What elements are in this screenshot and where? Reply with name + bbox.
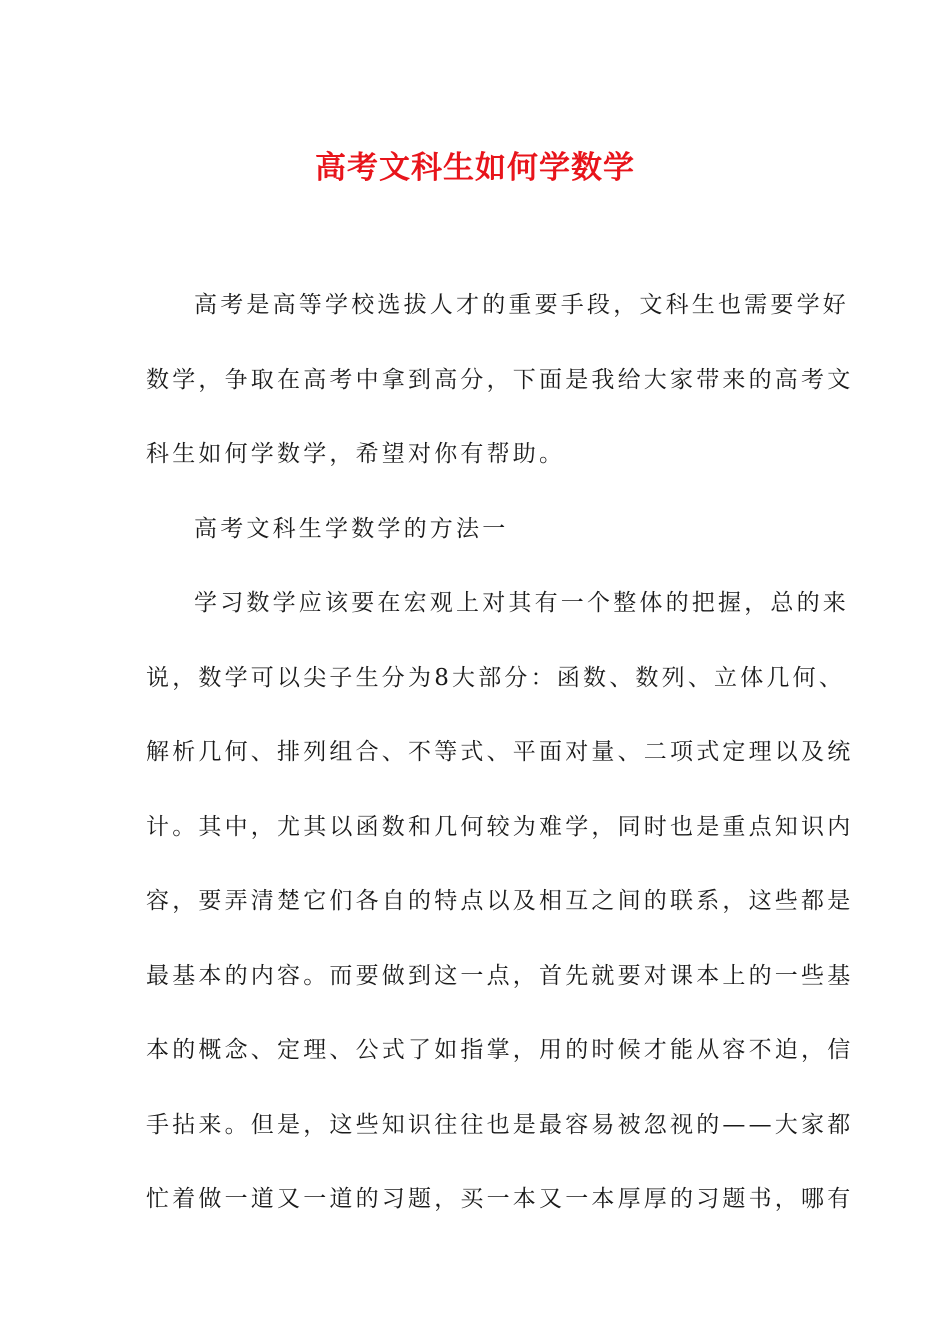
paragraph-method-one: [146, 566, 854, 1237]
paragraph-intro: [146, 268, 854, 492]
text-line: 容，要弄清楚它们各自的特点以及相互之间的联系，这些都是: [146, 888, 854, 914]
document-body: [146, 268, 854, 1237]
paragraph-section-heading: [146, 492, 794, 567]
page-title: 高考文科生如何学数学: [315, 150, 635, 186]
text-line: 本的概念、定理、公式了如指掌，用的时候才能从容不迫，信: [146, 1037, 854, 1063]
text-line: 最基本的内容。而要做到这一点，首先就要对课本上的一些基: [146, 962, 854, 989]
text-line: 解析几何、排列组合、不等式、平面对量、二项式定理以及统: [146, 739, 854, 765]
section-heading: 高考文科生学数学的方法一: [194, 515, 509, 542]
text-line: 数学，争取在高考中拿到高分，下面是我给大家带来的高考文: [146, 366, 854, 393]
text-line: 手拈来。但是，这些知识往往也是最容易被忽视的——大家都: [146, 1111, 854, 1138]
text-line: 学习数学应该要在宏观上对其有一个整体的把握，总的来: [194, 590, 849, 616]
text-line: 忙着做一道又一道的习题，买一本又一本厚厚的习题书，哪有: [146, 1186, 854, 1212]
text-line: 说，数学可以尖子生分为8大部分：函数、数列、立体几何、: [146, 664, 846, 691]
text-line: 计。其中，尤其以函数和几何较为难学，同时也是重点知识内: [146, 813, 854, 840]
text-line: 科生如何学数学，希望对你有帮助。: [146, 441, 566, 467]
text-line: 高考是高等学校选拔人才的重要手段，文科生也需要学好: [194, 292, 849, 318]
